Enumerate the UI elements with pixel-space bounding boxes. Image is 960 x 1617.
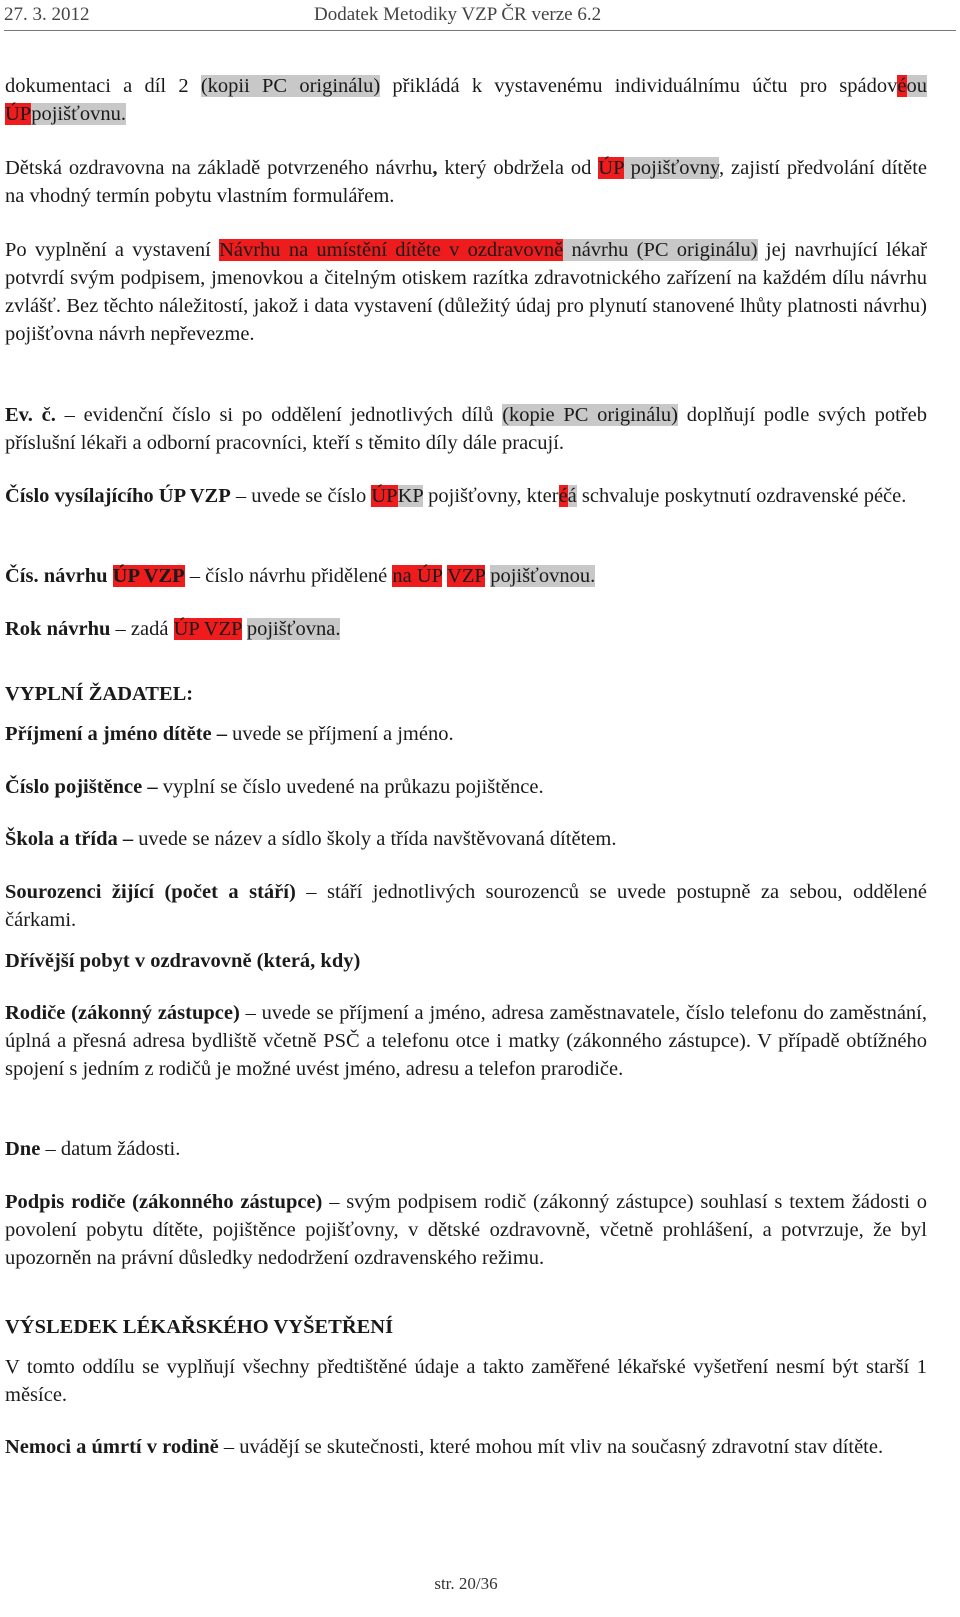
paragraph-cis-navrhu [5, 562, 927, 590]
header-title: Dodatek Metodiky VZP ČR verze 6.2 [314, 4, 602, 25]
highlight: na ÚP [392, 565, 443, 587]
text: – číslo návrhu přidělené [184, 565, 393, 587]
field-label: Rok návrhu [5, 618, 111, 640]
paragraph-rok-navrhu [5, 615, 927, 643]
text: jej navrhující lékař potvrdí svým podpisem, jmenovkou a čitelným otiskem razítka zdravotnického zařízení na každém dílu návrhu zvlášť. Bez těchto náležitostí, jakož i data vystavení (důležitý údaj pro plynutí stanovené lhůty platnosti návrhu) pojišťovna návrh nepřevezme. [5, 239, 927, 345]
field-label: Škola a třída – [5, 828, 134, 850]
text: uvede se příjmení a jméno. [227, 723, 454, 745]
highlight: é [897, 75, 907, 97]
field-label: Čís. návrhu [5, 565, 113, 587]
text: – uvede se číslo [230, 485, 372, 507]
paragraph-cislo-pojistence [5, 773, 927, 801]
text: – zadá [110, 618, 174, 640]
text: schvaluje poskytnutí ozdravenské péče. [576, 485, 907, 507]
highlight: (kopie PC originálu) [502, 404, 678, 426]
highlight: pojišťovnou. [490, 565, 596, 587]
text: , [432, 157, 438, 179]
highlight: VZP [447, 565, 486, 587]
highlight: pojišťovnu. [31, 103, 126, 125]
text: V tomto oddílu se vyplňují všechny předtištěné údaje a takto zaměřené lékařské vyšetření nesmí být starší 1 měsíce. [5, 1356, 927, 1406]
field-label: Ev. č. [5, 404, 56, 426]
field-label: Rodiče (zákonný zástupce) [5, 1002, 240, 1024]
field-label: Dřívější pobyt v ozdravovně (která, kdy) [5, 950, 361, 972]
highlight: Návrhu na umístění dítěte v ozdravovně [219, 239, 564, 261]
paragraph-rodice [5, 999, 927, 1083]
paragraph-prijmeni [5, 720, 927, 748]
text: pojišťovny, kter [423, 485, 559, 507]
paragraph-ev-c [5, 401, 927, 457]
paragraph-skola [5, 825, 927, 853]
highlight: ÚP VZP [173, 618, 242, 640]
paragraph-v-tomto-oddilu [5, 1353, 927, 1409]
text: uvede se název a sídlo školy a třída navštěvovaná dítětem. [133, 828, 617, 850]
section-heading: VÝSLEDEK LÉKAŘSKÉHO VYŠETŘENÍ [5, 1316, 394, 1338]
paragraph-sourozenci [5, 878, 927, 934]
highlight: ou [906, 75, 927, 97]
paragraph-dne [5, 1135, 927, 1163]
section-heading-vysledek [5, 1313, 927, 1341]
highlight: ÚP [598, 157, 624, 179]
highlight: pojišťovny [623, 157, 719, 179]
field-label: Podpis rodiče (zákonného zástupce) [5, 1191, 323, 1213]
field-label: Sourozenci žijící (počet a stáří) [5, 881, 296, 903]
text: vyplní se číslo uvedené na průkazu pojištěnce. [157, 776, 544, 798]
text: přikládá k vystavenému individuálnímu účtu pro spádov [380, 75, 898, 97]
text: doplňují podle svých potřeb příslušní lékaři a odborní pracovníci, kteří s těmito díly dále pracují. [5, 404, 927, 454]
page-number: str. 20/36 [434, 1574, 498, 1593]
text: – evidenční číslo si po oddělení jednotlivých dílů [55, 404, 503, 426]
field-label: Číslo pojištěnce – [5, 776, 158, 798]
text: , zajistí předvolání dítěte na vhodný termín pobytu vlastním formulářem. [5, 157, 927, 207]
field-label: Příjmení a jméno dítěte – [5, 723, 228, 745]
field-label: Nemoci a úmrtí v rodině [5, 1436, 219, 1458]
highlight: á [567, 485, 577, 507]
highlight: ÚP VZP [112, 565, 185, 587]
field-label: Číslo vysílajícího ÚP VZP [5, 485, 231, 507]
page-header [4, 4, 956, 31]
paragraph-drivejsi-pobyt [5, 947, 927, 975]
paragraph-cislo-vysilajiciho [5, 482, 927, 510]
paragraph-podpis [5, 1188, 927, 1272]
text: – stáří jednotlivých sourozenců se uvede postupně za sebou, oddělené čárkami. [5, 881, 927, 931]
paragraph-2 [5, 154, 927, 210]
text: – uvede se příjmení a jméno, adresa zaměstnavatele, číslo telefonu do zaměstnání, úplná a přesná adresa bydliště včetně PSČ a telefonu otce i matky (zákonného zástupce). V případě obtížného spojení s jedním z rodičů je možné uvést jméno, adresu a telefon prarodiče. [5, 1002, 927, 1080]
text: – uvádějí se skutečnosti, které mohou mít vliv na současný zdravotní stav dítěte. [218, 1436, 884, 1458]
paragraph-nemoci [5, 1433, 927, 1461]
text: – datum žádosti. [40, 1138, 181, 1160]
highlight: (kopii PC originálu) [200, 75, 381, 97]
field-label: Dne [5, 1138, 41, 1160]
text: dokumentaci a díl 2 [5, 75, 201, 97]
text: Po vyplnění a vystavení [5, 239, 220, 261]
highlight: pojišťovna. [246, 618, 341, 640]
highlight: ÚP [371, 485, 398, 507]
text: Dětská ozdravovna na základě potvrzeného návrhu [5, 157, 433, 179]
highlight: é [558, 485, 568, 507]
paragraph-1 [5, 72, 927, 128]
highlight: návrhu (PC originálu) [563, 239, 758, 261]
highlight: KP [397, 485, 424, 507]
paragraph-3 [5, 236, 927, 348]
highlight: ÚP [5, 103, 32, 125]
header-date: 27. 3. 2012 [4, 4, 90, 25]
text: – svým podpisem rodič (zákonný zástupce) souhlasí s textem žádosti o povolení pobytu dítěte, pojištěnce pojišťovny, v dětské ozdravovně, včetně prohlášení, a potvrzuje, že byl upozorněn na právní důsledky nedodržení ozdravenského režimu. [5, 1191, 927, 1269]
section-heading-zadatel [5, 680, 927, 708]
section-heading: VYPLNÍ ŽADATEL: [5, 683, 194, 705]
text: který obdržela od [437, 157, 599, 179]
